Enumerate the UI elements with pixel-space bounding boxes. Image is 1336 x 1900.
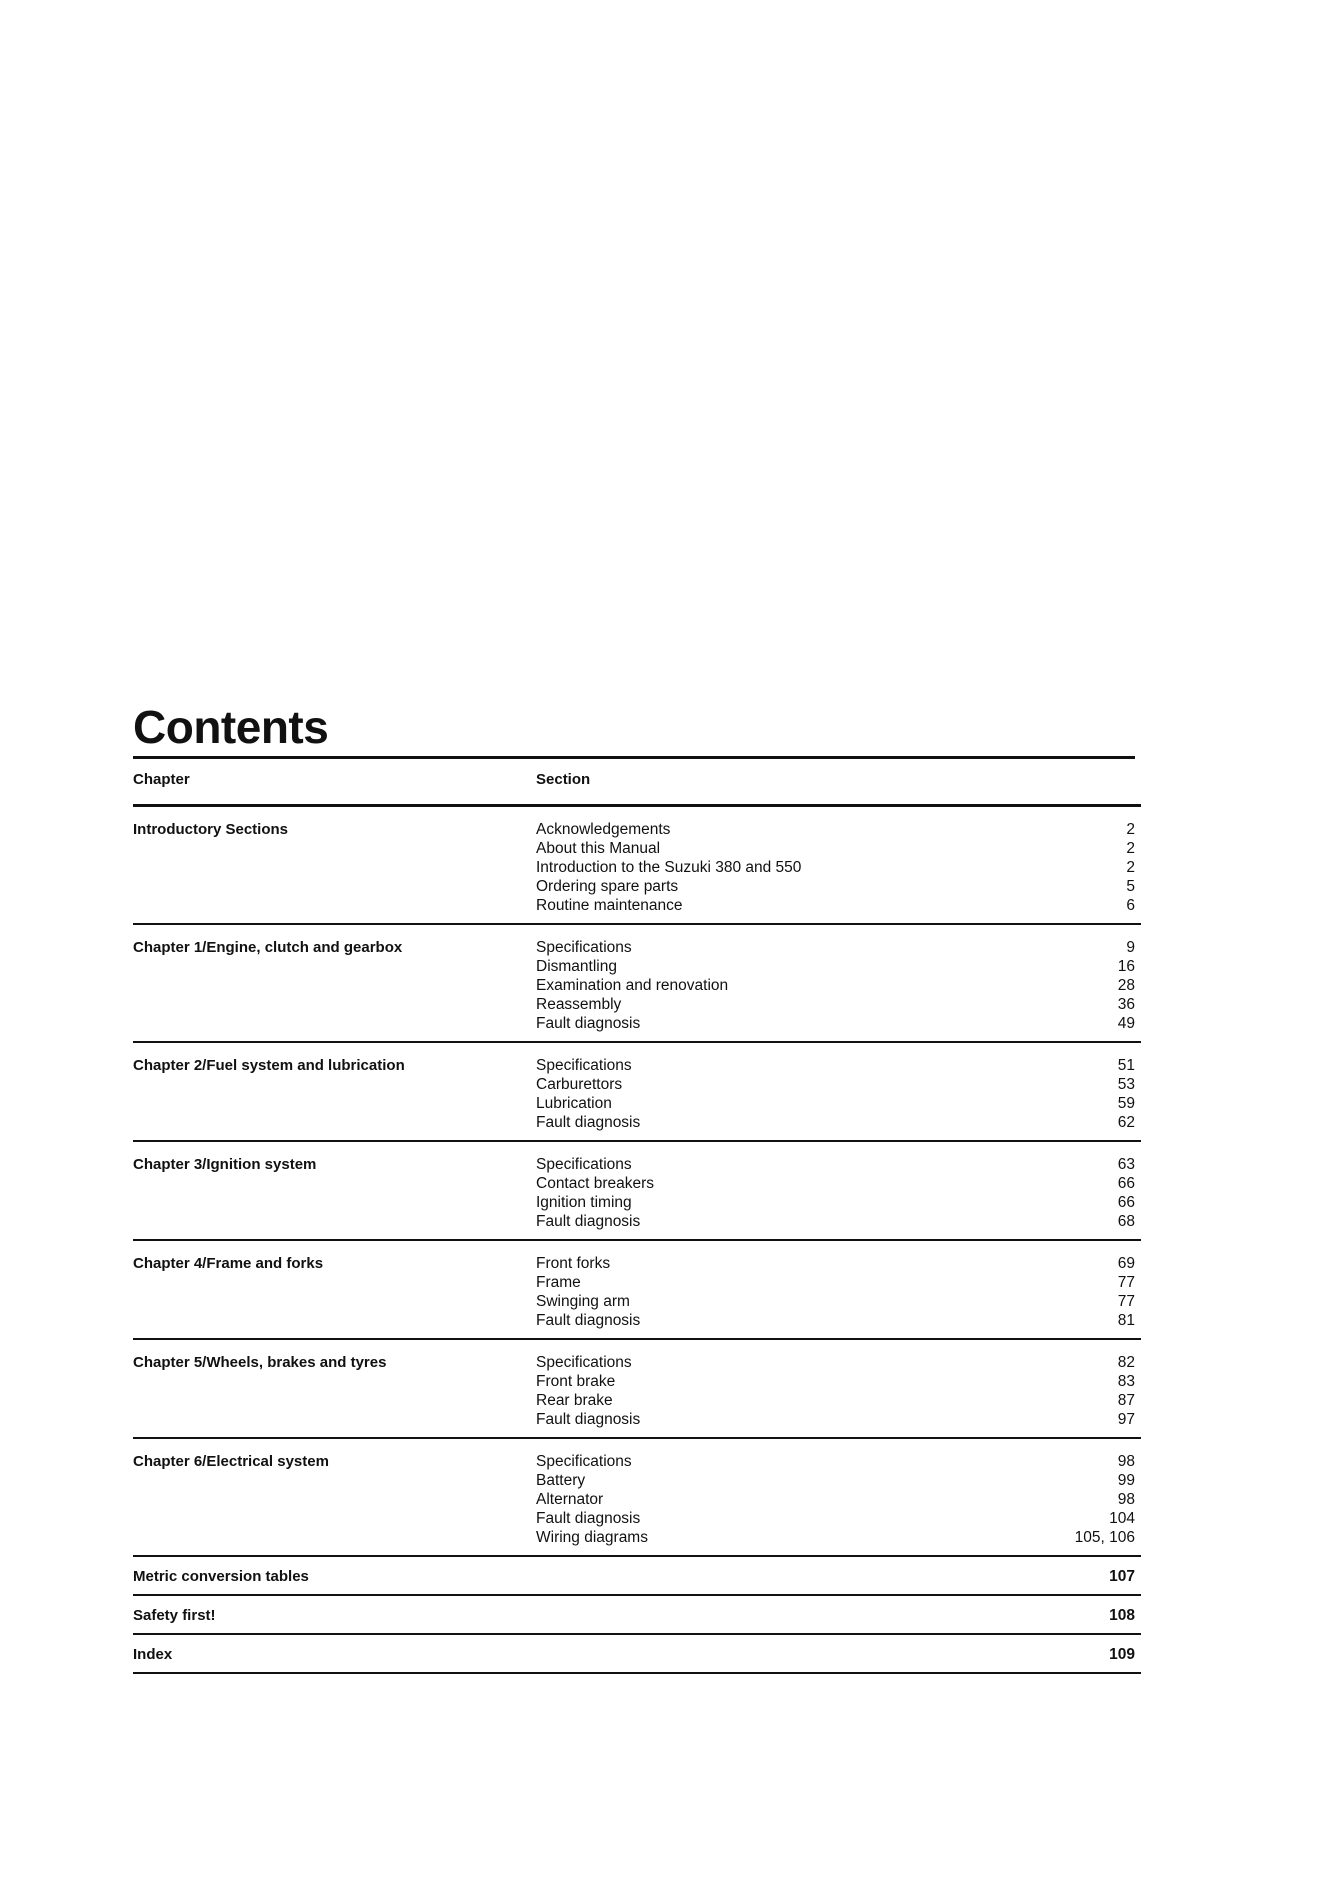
chapter-title: Chapter 5/Wheels, brakes and tyres	[133, 1354, 387, 1371]
section-entry	[536, 938, 1135, 957]
section-entry	[536, 1113, 1135, 1132]
section-title: Routine maintenance	[536, 897, 683, 914]
chapter-group	[133, 1142, 1141, 1241]
page-number: 66	[1117, 1175, 1135, 1192]
page-number: 77	[1117, 1293, 1135, 1310]
section-list	[536, 1056, 1135, 1132]
page-number: 66	[1117, 1194, 1135, 1211]
section-title: Reassembly	[536, 996, 622, 1013]
section-title: Specifications	[536, 1057, 632, 1074]
single-entry	[133, 1557, 1141, 1596]
section-title: Lubrication	[536, 1095, 612, 1112]
section-entry	[536, 877, 1135, 896]
chapter-title: Index	[133, 1646, 173, 1663]
section-title: Acknowledgements	[536, 821, 671, 838]
page-number: 51	[1117, 1057, 1135, 1074]
section-title: Specifications	[536, 1354, 632, 1371]
page-number: 107	[1109, 1568, 1135, 1585]
page-number: 83	[1117, 1373, 1135, 1390]
page-number: 16	[1117, 958, 1135, 975]
page-number: 36	[1117, 996, 1135, 1013]
section-entry	[536, 1528, 1135, 1547]
section-title: Frame	[536, 1274, 581, 1291]
section-title: Wiring diagrams	[536, 1529, 648, 1546]
page-number: 63	[1117, 1156, 1135, 1173]
page-number: 87	[1117, 1392, 1135, 1409]
page-number: 59	[1117, 1095, 1135, 1112]
section-entry	[536, 1254, 1135, 1273]
section-entry	[536, 1372, 1135, 1391]
section-title: Ordering spare parts	[536, 878, 679, 895]
chapter-title: Metric conversion tables	[133, 1568, 309, 1585]
section-list	[536, 1155, 1135, 1231]
chapter-title: Chapter 3/Ignition system	[133, 1156, 317, 1173]
page-number: 2	[1126, 821, 1135, 838]
chapter-column-header: Chapter	[133, 771, 190, 788]
single-entry	[133, 1596, 1141, 1635]
chapter-group	[133, 807, 1141, 925]
section-title: Swinging arm	[536, 1293, 630, 1310]
title-rule	[133, 756, 1135, 759]
section-title: Dismantling	[536, 958, 617, 975]
section-entry	[536, 1391, 1135, 1410]
section-title: Introduction to the Suzuki 380 and 550	[536, 859, 802, 876]
page-number: 5	[1126, 878, 1135, 895]
page-number: 99	[1117, 1472, 1135, 1489]
section-entry	[536, 820, 1135, 839]
chapter-title: Chapter 6/Electrical system	[133, 1453, 329, 1470]
section-entry	[536, 957, 1135, 976]
section-entry	[536, 1471, 1135, 1490]
section-entry	[536, 1410, 1135, 1429]
section-title: Examination and renovation	[536, 977, 729, 994]
page-number: 98	[1117, 1491, 1135, 1508]
section-title: Alternator	[536, 1491, 604, 1508]
section-title: Fault diagnosis	[536, 1411, 641, 1428]
section-list	[536, 1254, 1135, 1330]
section-title: Front brake	[536, 1373, 616, 1390]
section-entry	[536, 1212, 1135, 1231]
chapter-group	[133, 1043, 1141, 1142]
section-entry	[536, 1311, 1135, 1330]
section-title: Fault diagnosis	[536, 1114, 641, 1131]
page-number: 28	[1117, 977, 1135, 994]
page-number: 6	[1126, 897, 1135, 914]
page-number: 62	[1117, 1114, 1135, 1131]
section-title: Contact breakers	[536, 1175, 655, 1192]
section-entry	[536, 1075, 1135, 1094]
section-entry	[536, 1014, 1135, 1033]
contents-table	[133, 807, 1141, 1674]
page-title: Contents	[133, 701, 329, 753]
section-title: Ignition timing	[536, 1194, 632, 1211]
page-number: 81	[1117, 1312, 1135, 1329]
section-list	[536, 1452, 1135, 1547]
section-entry	[536, 1490, 1135, 1509]
chapter-group	[133, 925, 1141, 1043]
chapter-title: Chapter 4/Frame and forks	[133, 1255, 324, 1272]
page-number: 105, 106	[1074, 1529, 1135, 1546]
section-title: Fault diagnosis	[536, 1213, 641, 1230]
section-title: Fault diagnosis	[536, 1312, 641, 1329]
page-number: 9	[1126, 939, 1135, 956]
section-title: Specifications	[536, 1156, 632, 1173]
chapter-title: Safety first!	[133, 1607, 216, 1624]
page-number: 69	[1117, 1255, 1135, 1272]
section-column-header: Section	[536, 771, 591, 788]
section-entry	[536, 896, 1135, 915]
chapter-group	[133, 1439, 1141, 1557]
section-entry	[536, 1094, 1135, 1113]
chapter-group	[133, 1241, 1141, 1340]
section-entry	[536, 1193, 1135, 1212]
section-entry	[536, 1452, 1135, 1471]
section-entry	[536, 1155, 1135, 1174]
page-number: 2	[1126, 840, 1135, 857]
page-number: 49	[1117, 1015, 1135, 1032]
section-entry	[536, 1292, 1135, 1311]
single-entry	[133, 1635, 1141, 1674]
section-title: Specifications	[536, 1453, 632, 1470]
section-title: Battery	[536, 1472, 586, 1489]
section-entry	[536, 976, 1135, 995]
page-number: 109	[1109, 1646, 1135, 1663]
column-headers	[133, 771, 1135, 793]
page-number: 97	[1117, 1411, 1135, 1428]
page-number: 53	[1117, 1076, 1135, 1093]
section-title: Rear brake	[536, 1392, 613, 1409]
page-number: 108	[1109, 1607, 1135, 1624]
section-title: Specifications	[536, 939, 632, 956]
section-title: Carburettors	[536, 1076, 623, 1093]
chapter-title: Introductory Sections	[133, 821, 289, 838]
page-number: 77	[1117, 1274, 1135, 1291]
contents-page	[133, 0, 1141, 1900]
section-entry	[536, 1509, 1135, 1528]
page-number: 104	[1109, 1510, 1135, 1527]
chapter-group	[133, 1340, 1141, 1439]
section-list	[536, 820, 1135, 915]
section-entry	[536, 1056, 1135, 1075]
page-number: 82	[1117, 1354, 1135, 1371]
section-entry	[536, 839, 1135, 858]
section-title: Front forks	[536, 1255, 611, 1272]
chapter-title: Chapter 1/Engine, clutch and gearbox	[133, 939, 403, 956]
page-number: 2	[1126, 859, 1135, 876]
section-entry	[536, 1273, 1135, 1292]
section-entry	[536, 995, 1135, 1014]
page-number: 98	[1117, 1453, 1135, 1470]
section-title: Fault diagnosis	[536, 1510, 641, 1527]
section-entry	[536, 858, 1135, 877]
chapter-title: Chapter 2/Fuel system and lubrication	[133, 1057, 405, 1074]
section-entry	[536, 1174, 1135, 1193]
section-list	[536, 938, 1135, 1033]
page-number: 68	[1117, 1213, 1135, 1230]
section-title: Fault diagnosis	[536, 1015, 641, 1032]
section-title: About this Manual	[536, 840, 661, 857]
section-entry	[536, 1353, 1135, 1372]
section-list	[536, 1353, 1135, 1429]
